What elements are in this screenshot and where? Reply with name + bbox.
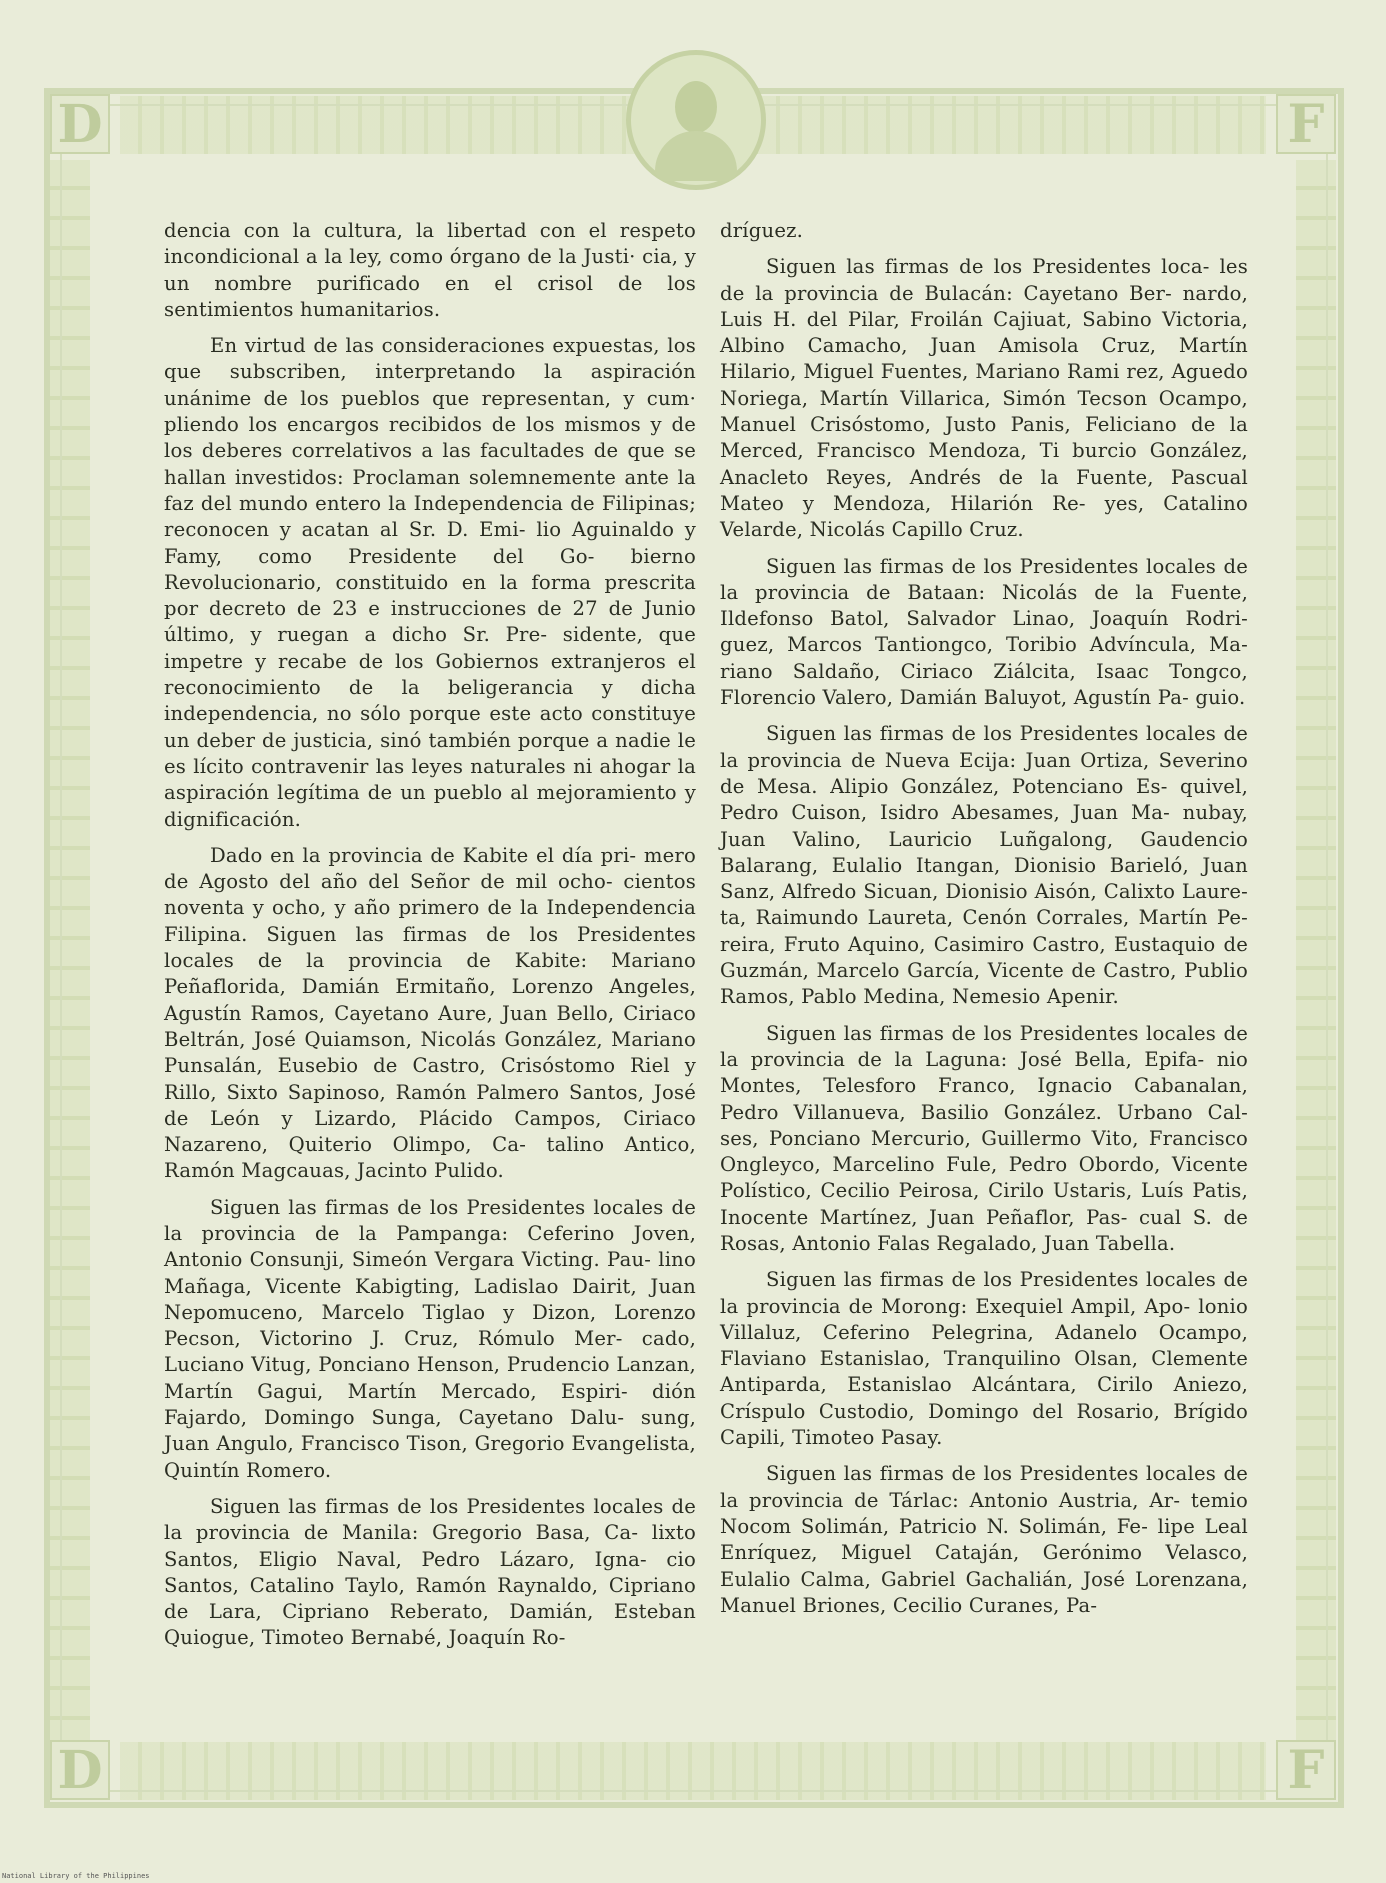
footer-credit: National Library of the Philippines — [2, 1872, 150, 1880]
left-text-column — [164, 218, 696, 1662]
portrait-head — [675, 81, 717, 133]
paragraph: Siguen las firmas de los Presidentes locales de la provincia de Manila: Gregorio Basa, Ca- lixto Santos, Eligio Naval, Pedro Lázaro, Igna- cio Santos, Catalino Taylo, Ramón Raynaldo, Cipriano de Lara, Cipriano Reberato, Damián, Esteban Quiogue, Timoteo Bernabé, Joaquín Ro- — [164, 1494, 696, 1650]
paragraph: Dado en la provincia de Kabite el día pri- mero de Agosto del año del Señor de mil ocho- cientos noventa y ocho, y año primero de la Independencia Filipina. Siguen las firmas de los Presidentes locales de la provincia de Kabite: Mariano Peñaflorida, Damián Ermitaño, Lorenzo Angeles, Agustín Ramos, Cayetano Aure, Juan Bello, Ciriaco Beltrán, José Quiamson, Nicolás González, Mariano Punsalán, Eusebio de Castro, Crisóstomo Riel y Rillo, Sixto Sapinoso, Ramón Palmero Santos, José de León y Lizardo, Plácido Campos, Ciriaco Nazareno, Quiterio Olimpo, Ca- talino Antico, Ramón Magcauas, Jacinto Pulido. — [164, 843, 696, 1183]
right-text-column — [720, 218, 1248, 1629]
paragraph: Siguen las firmas de los Presidentes locales de la provincia de la Pampanga: Ceferino Joven, Antonio Consunji, Simeón Vergara Victing. Pau- lino Mañaga, Vicente Kabigting, Ladislao Dairit, Juan Nepomuceno, Marcelo Tiglao y Dizon, Lorenzo Pecson, Victorino J. Cruz, Rómulo Mer- cado, Luciano Vitug, Ponciano Henson, Prudencio Lanzan, Martín Gagui, Martín Mercado, Espiri- dión Fajardo, Domingo Sunga, Cayetano Dalu- sung, Juan Angulo, Francisco Tison, Gregorio Evangelista, Quintín Romero. — [164, 1195, 696, 1482]
portrait-medallion-icon — [626, 50, 766, 190]
paragraph: dríguez. — [720, 219, 804, 242]
paragraph: Siguen las firmas de los Presidentes loca- les de la provincia de Bulacán: Cayetano Ber- nardo, Luis H. del Pilar, Froilán Cajiuat, Sabino Victoria, Albino Camacho, Juan Amisola Cruz, Martín Hilario, Miguel Fuentes, Mariano Rami rez, Aguedo Noriega, Martín Villarica, Simón Tecson Ocampo, Manuel Crisóstomo, Justo Panis, Feliciano de la Merced, Francisco Mendoza, Ti burcio González, Anacleto Reyes, Andrés de la Fuente, Pascual Mateo y Mendoza, Hilarión Re- yes, Catalino Velarde, Nicolás Capillo Cruz. — [720, 255, 1248, 542]
paragraph: Siguen las firmas de los Presidentes locales de la provincia de Tárlac: Antonio Austria, Ar- temio Nocom Solimán, Patricio N. Solimán, Fe- lipe Leal Enríquez, Miguel Cataján, Gerónimo Velasco, Eulalio Calma, Gabriel Gachalián, José Lorenzana, Manuel Briones, Cecilio Curanes, Pa- — [720, 1462, 1248, 1617]
paragraph: En virtud de las consideraciones expuestas, los que subscriben, interpretando la aspiración unánime de los pueblos que representan, y cum· pliendo los encargos recibidos de los mismos y de los deberes correlativos a las facultades de que se hallan investidos: Proclaman solemnemente ante la faz del mundo entero la Independencia de Filipinas; reconocen y acatan al Sr. D. Emi- lio Aguinaldo y Famy, como Presidente del Go- bierno Revolucionario, constituido en la forma prescrita por decreto de 23 e instrucciones de 27 de Junio último, y ruegan a dicho Sr. Pre- sidente, que impetre y recabe de los Gobiernos extranjeros el reconocimiento de la beligerancia y dicha independencia, no sólo porque este acto constituye un deber de justicia, sinó también porque a nadie le es lícito contravenir las leyes naturales ni ahogar la aspiración legítima de un pueblo al mejoramiento y dignificación. — [164, 334, 696, 831]
paragraph: dencia con la cultura, la libertad con el respeto incondicional a la ley, como órgano de la Justi· cia, y un nombre purificado en el crisol de los sentimientos humanitarios. — [164, 219, 696, 321]
portrait-bust — [655, 131, 737, 181]
paragraph: Siguen las firmas de los Presidentes locales de la provincia de Nueva Ecija: Juan Ortiza, Severino de Mesa. Alipio González, Potenciano Es- quivel, Pedro Cuison, Isidro Abesames, Juan Ma- nubay, Juan Valino, Lauricio Luñgalong, Gaudencio Balarang, Eulalio Itangan, Dionisio Barieló, Juan Sanz, Alfredo Sicuan, Dionisio Aisón, Calixto Laure- ta, Raimundo Laureta, Cenón Corrales, Martín Pe- reira, Fruto Aquino, Casimiro Castro, Eustaquio de Guzmán, Marcelo García, Vicente de Castro, Publio Ramos, Pablo Medina, Nemesio Apenir. — [720, 722, 1248, 1009]
corner-letter-top-left: D — [50, 94, 110, 154]
paragraph: Siguen las firmas de los Presidentes locales de la provincia de Morong: Exequiel Ampil, Apo- lonio Villaluz, Ceferino Pelegrina, Adanelo Ocampo, Flaviano Estanislao, Tranquilino Olsan, Clemente Antiparda, Estanislao Alcántara, Cirilo Aniezo, Críspulo Custodio, Domingo del Rosario, Brígido Capili, Timoteo Pasay. — [720, 1268, 1248, 1450]
corner-letter-top-right: F — [1276, 94, 1336, 154]
corner-letter-bottom-left: D — [50, 1740, 110, 1800]
corner-letter-bottom-right: F — [1276, 1740, 1336, 1800]
paragraph: Siguen las firmas de los Presidentes locales de la provincia de Bataan: Nicolás de la Fuente, Ildefonso Batol, Salvador Linao, Joaquín Rodri- guez, Marcos Tantiongco, Toribio Advíncula, Ma- riano Saldaño, Ciriaco Ziálcita, Isaac Tongco, Florencio Valero, Damián Baluyot, Agustín Pa- guio. — [720, 554, 1248, 710]
paragraph: Siguen las firmas de los Presidentes locales de la provincia de la Laguna: José Bella, Epifa- nio Montes, Telesforo Franco, Ignacio Cabanalan, Pedro Villanueva, Basilio González. Urbano Cal- ses, Ponciano Mercurio, Guillermo Vito, Francisco Ongleyco, Marcelino Fule, Pedro Obordo, Vicente Polístico, Cecilio Peirosa, Cirilo Ustaris, Luís Patis, Inocente Martínez, Juan Peñaflor, Pas- cual S. de Rosas, Antonio Falas Regalado, Juan Tabella. — [720, 1021, 1248, 1255]
